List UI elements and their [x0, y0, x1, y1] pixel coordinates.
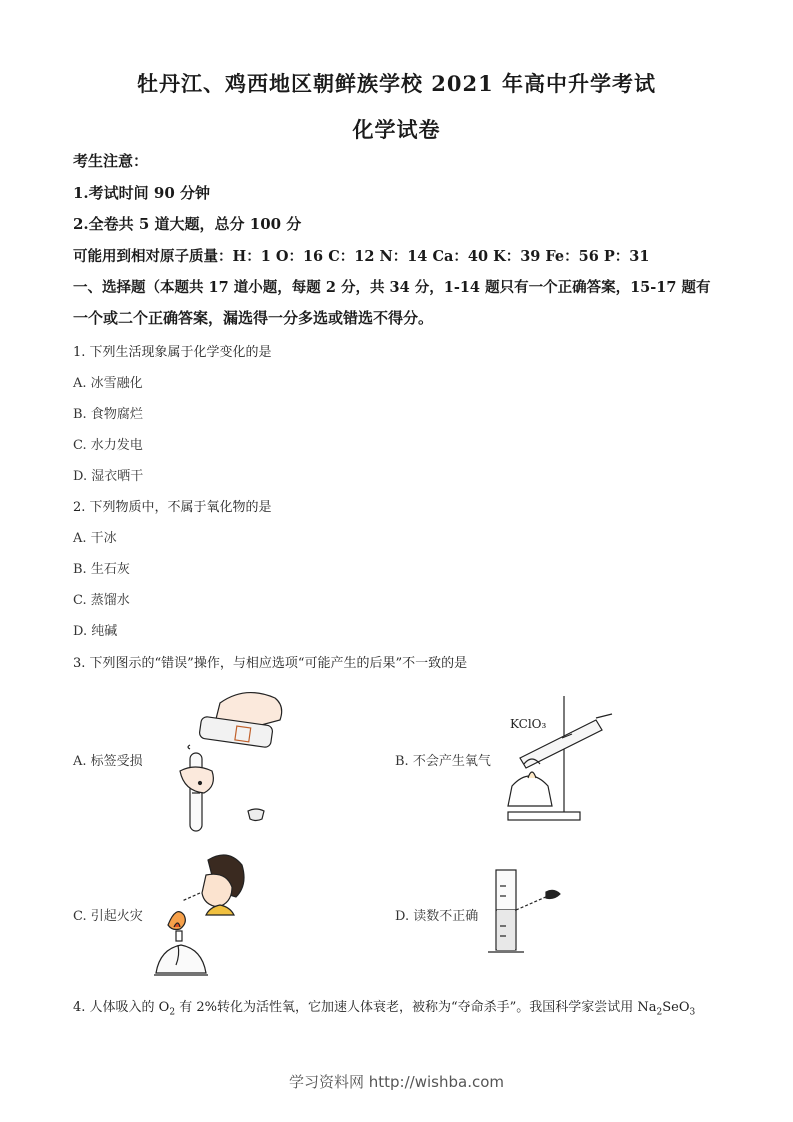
footer-watermark: 学习资料网 http://wishba.com: [289, 1073, 504, 1091]
q3-option-b: B. 不会产生氧气: [395, 754, 491, 769]
pouring-liquid-illustration: [160, 683, 310, 833]
question-2-stem: 2. 下列物质中，不属于氧化物的是: [73, 500, 272, 515]
q2-option-d: D. 纯碱: [73, 624, 118, 639]
heating-apparatus-illustration: [500, 686, 620, 826]
question-4-stem: [73, 996, 695, 1018]
section-heading-line1: 一、选择题（本题共 17 道小题，每题 2 分，共 34 分，1-14 题只有一个正确答案，15-17 题有: [73, 279, 711, 296]
notes-heading: 考生注意：: [73, 152, 149, 170]
notes-line2: 2.全卷共 5 道大题，总分 100 分: [73, 215, 302, 233]
q3-option-d: D. 读数不正确: [395, 909, 479, 924]
q4-sub3: 3: [689, 1007, 696, 1018]
question-3-stem: 3. 下列图示的“错误”操作，与相应选项“可能产生的后果”不一致的是: [73, 656, 468, 671]
notes-line1: 1.考试时间 90 分钟: [73, 184, 210, 202]
q1-option-a: A. 冰雪融化: [73, 376, 143, 391]
q2-option-c: C. 蒸馏水: [73, 593, 130, 608]
q2-option-b: B. 生石灰: [73, 562, 130, 577]
graduated-cylinder-illustration: [486, 866, 576, 958]
q2-option-a: A. 干冰: [73, 531, 117, 546]
q3-option-c: C. 引起火灾: [73, 909, 143, 924]
q1-option-b: B. 食物腐烂: [73, 407, 143, 422]
q4-stem-prefix: 4. 人体吸入的 O: [73, 1000, 170, 1015]
q1-option-c: C. 水力发电: [73, 438, 143, 453]
q4-sub1: 2: [169, 1007, 176, 1018]
atomic-masses: 可能用到相对原子质量：H：1 O：16 C：12 N：14 Ca：40 K：39 Fe：56 P：31: [73, 248, 650, 265]
q4-stem-mid: 有 2%转化为活性氧，它加速人体衰老，被称为“夺命杀手”。我国科学家尝试用 Na: [175, 1000, 657, 1015]
page-title: 牡丹江、鸡西地区朝鲜族学校 2021 年高中升学考试: [136, 71, 657, 96]
kclo3-label: KClO₃: [510, 717, 547, 731]
q3-option-a: A. 标签受损: [73, 754, 143, 769]
blowing-out-lamp-illustration: [148, 845, 248, 985]
section-heading-line2: 一个或二个正确答案，漏选得一分多选或错选不得分。: [73, 309, 434, 327]
q1-option-d: D. 湿衣晒干: [73, 469, 144, 484]
q4-sub2: 2: [656, 1007, 663, 1018]
question-1-stem: 1. 下列生活现象属于化学变化的是: [73, 345, 272, 360]
page-subtitle: 化学试卷: [352, 117, 441, 142]
q4-stem-mid2: SeO: [662, 1000, 690, 1015]
